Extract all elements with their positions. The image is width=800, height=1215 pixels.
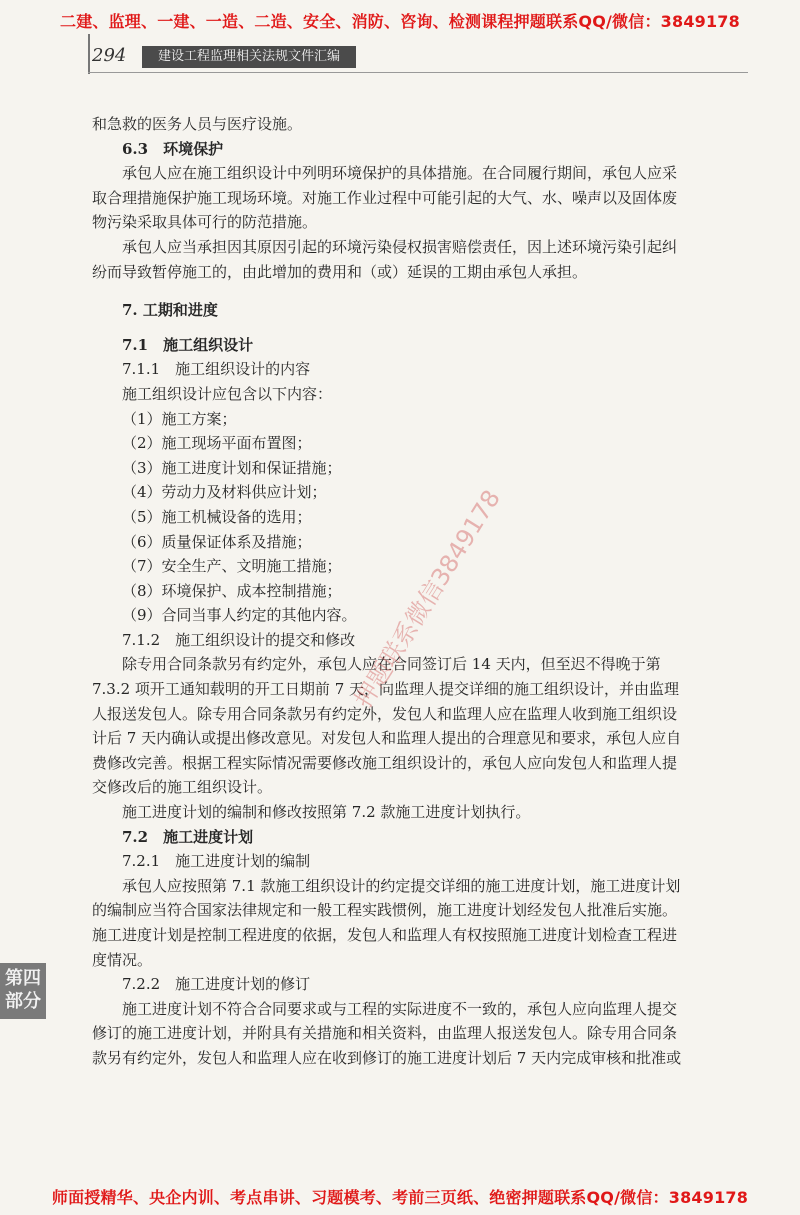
text-line: 纷而导致暂停施工的，由此增加的费用和（或）延误的工期由承包人承担。 [92,262,588,281]
text-line: 修订的施工进度计划，并附具有关措施和相关资料，由监理人报送发包人。除专用合同条 [92,1024,678,1043]
header-rule [88,72,748,73]
list-item: （4）劳动力及材料供应计划； [122,483,327,502]
book-title: 建设工程监理相关法规文件汇编 [142,46,356,68]
list-item: （6）质量保证体系及措施； [122,532,312,551]
list-item: （3）施工进度计划和保证措施； [122,458,342,477]
text-line: 物污染采取具体可行的防范措施。 [92,213,318,232]
promo-banner-top: 二建、监理、一建、一造、二造、安全、消防、咨询、检测课程押题联系QQ/微信：3849178 [60,12,740,31]
text-line: 人报送发包人。除专用合同条款另有约定外，发包人和监理人应在监理人收到施工组织设 [92,704,678,723]
promo-banner-bottom: 师面授精华、央企内训、考点串讲、习题模考、考前三页纸、绝密押题联系QQ/微信：3849178 [51,1188,749,1207]
text-line: 承包人应按照第 7.1 款施工组织设计的约定提交详细的施工进度计划，施工进度计划 [122,876,681,895]
text-line: 承包人应在施工组织设计中列明环境保护的具体措施。在合同履行期间，承包人应采 [122,164,678,183]
list-item: （7）安全生产、文明施工措施； [122,557,342,576]
text-line: 承包人应当承担因其原因引起的环境污染侵权损害赔偿责任，因上述环境污染引起纠 [122,237,678,256]
text-line: 施工进度计划的编制和修改按照第 7.2 款施工进度计划执行。 [122,803,531,822]
text-line: 取合理措施保护施工现场环境。对施工作业过程中可能引起的大气、水、噪声以及固体废 [92,188,678,207]
running-header [88,44,356,70]
text-line: 计后 7 天内确认或提出修改意见。对发包人和监理人提出的合理意见和要求，承包人应自 [92,729,682,748]
text-line: 施工进度计划不符合合同要求或与工程的实际进度不一致的，承包人应向监理人提交 [122,999,678,1018]
text-line: 的编制应当符合国家法律规定和一般工程实践惯例，施工进度计划经发包人批准后实施。 [92,901,678,920]
subsection-heading: 7.2.1 施工进度计划的编制 [122,852,311,871]
chapter-heading: 7. 工期和进度 [122,301,218,320]
page-number: 294 [92,45,127,66]
part-tab-line: 第四 [5,968,41,989]
text-line: 度情况。 [92,950,153,969]
list-item: （8）环境保护、成本控制措施； [122,581,342,600]
subsection-heading: 7.1.2 施工组织设计的提交和修改 [122,630,356,649]
subsection-heading: 7.1.1 施工组织设计的内容 [122,360,311,379]
section-heading: 7.1 施工组织设计 [122,335,254,354]
text-line: 除专用合同条款另有约定外，承包人应在合同签订后 14 天内，但至迟不得晚于第 [122,655,661,674]
list-item: （9）合同当事人约定的其他内容。 [122,606,357,625]
text-line: 交修改后的施工组织设计。 [92,778,273,797]
subsection-heading: 7.2.2 施工进度计划的修订 [122,975,311,994]
list-item: （5）施工机械设备的选用； [122,507,312,526]
text-line: 施工进度计划是控制工程进度的依据，发包人和监理人有权按照施工进度计划检查工程进 [92,926,678,944]
text-line: 施工组织设计应包含以下内容： [122,384,333,403]
list-item: （1）施工方案； [122,409,237,428]
text-line: 和急救的医务人员与医疗设施。 [92,115,303,133]
watermark-text: 押题联系微信3849178 [349,485,506,713]
text-line: 款另有约定外，发包人和监理人应在收到修订的施工进度计划后 7 天内完成审核和批准或 [92,1048,682,1067]
section-heading: 7.2 施工进度计划 [122,827,254,846]
text-line: 7.3.2 项开工通知载明的开工日期前 7 天，向监理人提交详细的施工组织设计，并由监理 [92,680,680,699]
part-tab-line: 部分 [5,991,41,1012]
list-item: （2）施工现场平面布置图； [122,434,312,453]
part-tab [0,963,46,1019]
section-heading: 6.3 环境保护 [122,139,224,158]
text-line: 费修改完善。根据工程实际情况需要修改施工组织设计的，承包人应向发包人和监理人提 [92,753,678,772]
